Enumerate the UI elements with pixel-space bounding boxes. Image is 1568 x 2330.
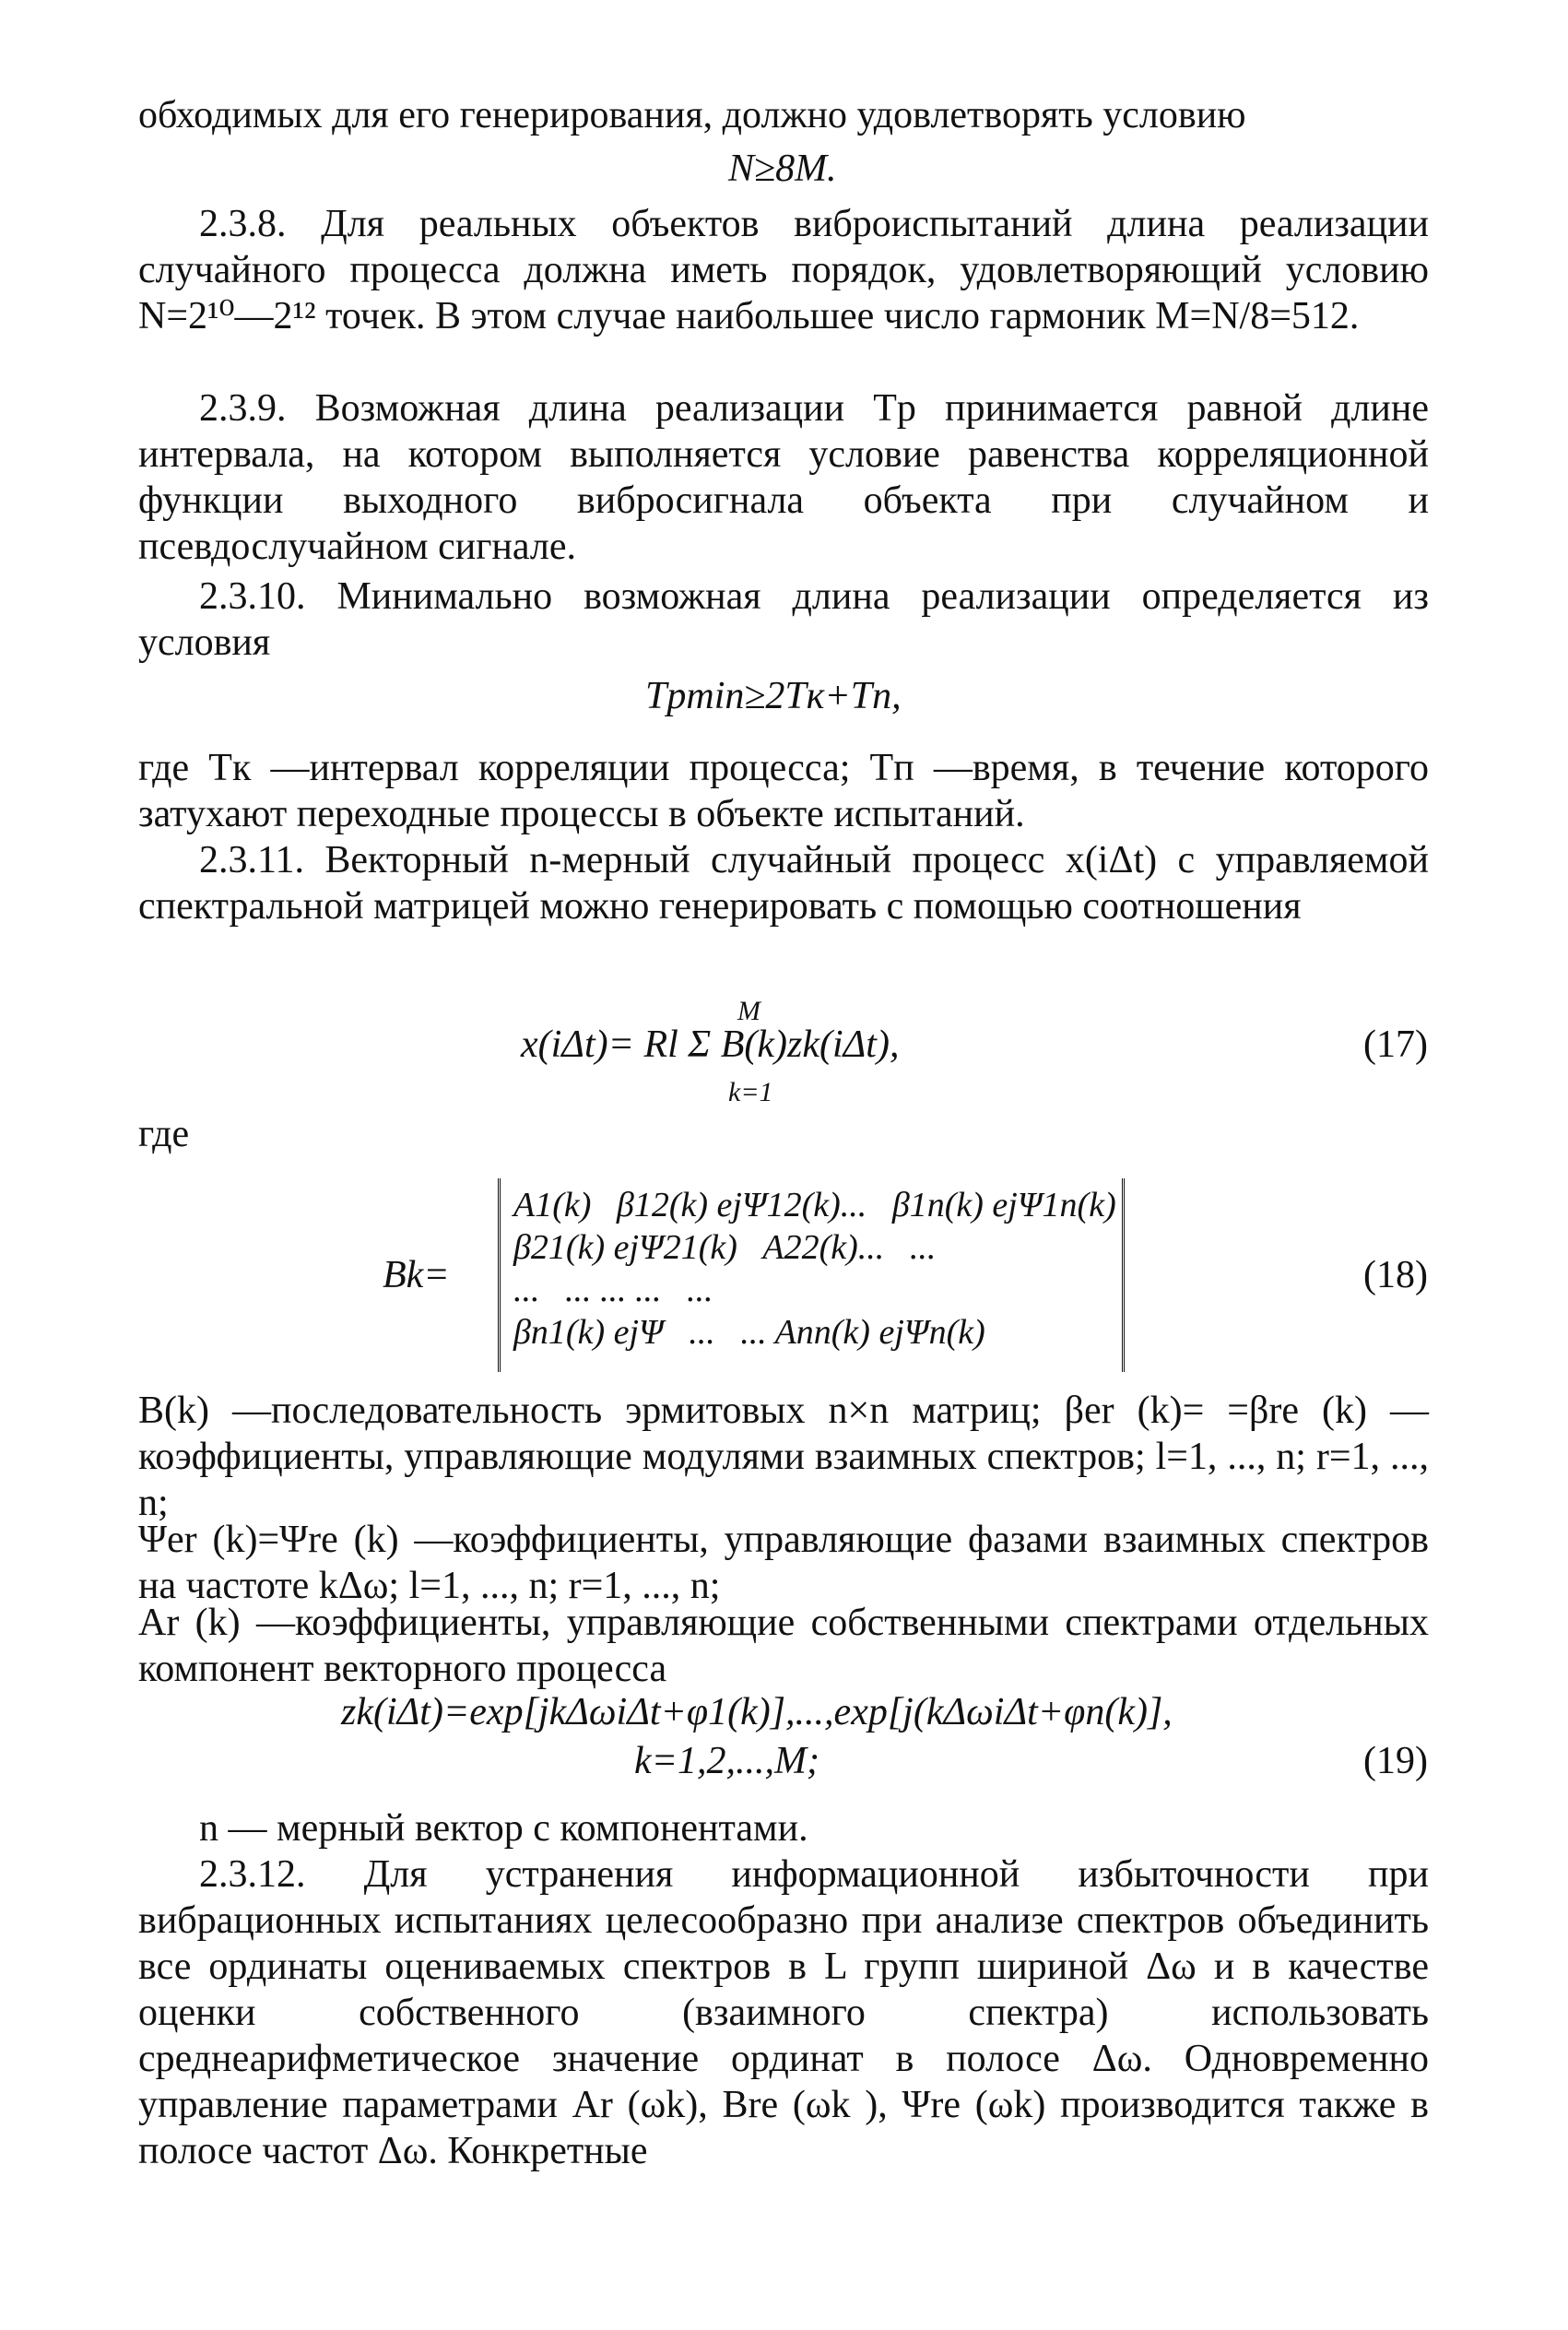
equation-number-17: (17)	[1363, 1023, 1428, 1066]
matrix-row	[513, 1269, 1109, 1311]
paragraph-2-3-10	[138, 574, 1429, 666]
paragraph-text: n — мерный вектор с компонентами.	[199, 1807, 808, 1850]
paragraph-text: 2.3.10. Минимально возможная длина реализации определяется из условия	[138, 575, 1429, 664]
formula-n-condition: N≥8M.	[728, 148, 837, 190]
paragraph-2-3-9	[138, 385, 1429, 570]
equation-number-19: (19)	[1363, 1740, 1428, 1782]
matrix-row	[513, 1184, 1116, 1226]
paragraph-psi-definition	[138, 1517, 1429, 1609]
formula-17: x(iΔt)= Rl Σ B(k)zk(iΔt),	[521, 1023, 900, 1066]
matrix-cell: β12(k) ejΨ12(k)...	[616, 1186, 867, 1224]
matrix-cell: βn1(k) ejΨ	[513, 1313, 664, 1352]
paragraph-2-3-11	[138, 837, 1429, 929]
formula-19-line2: k=1,2,...,M;	[634, 1740, 819, 1782]
matrix-cell: A1(k)	[513, 1186, 592, 1224]
paragraph-n-vector	[138, 1805, 1429, 1851]
matrix-cell: β21(k) ejΨ21(k)	[513, 1228, 737, 1267]
matrix-cell: ... Ann(k) ejΨn(k)	[740, 1313, 985, 1352]
paragraph-text: B(k) —последовательность эрмитовых n×n матриц; βer (k)= =βre (k) — коэффициенты, управляющие модулями взаимных спектров; l=1, ..., n; r=1, ..., n;	[138, 1390, 1429, 1524]
sum-lower-limit: k=1	[728, 1077, 773, 1107]
matrix-cell: ...	[513, 1271, 540, 1309]
paragraph-text: 2.3.9. Возможная длина реализации Tр принимается равной длине интервала, на котором выполняется условие равенства корреляционной функции выходного вибросигнала объекта при случайном и псевдослучайном сигнале.	[138, 387, 1429, 568]
paragraph-text: 2.3.12. Для устранения информационной избыточности при вибрационных испытаниях целесообразно при анализе спектров объединить все ординаты оцениваемых спектров в L групп шириной Δω и в качестве оценки собственного (взаимного спектра) использовать среднеарифметическое значение ординат в полосе Δω. Одновременно управление параметрами Ar (ωk), Bre (ωk ), Ψre (ωk) производится также в полосе частот Δω. Конкретные	[138, 1853, 1429, 2172]
paragraph-ar-definition	[138, 1600, 1429, 1692]
matrix-cell: A22(k)...	[762, 1228, 885, 1267]
paragraph-text: Ψer (k)=Ψre (k) —коэффициенты, управляющие фазами взаимных спектров на частоте kΔω; l=1, ..., n; r=1, ..., n;	[138, 1519, 1429, 1607]
formula-t-min: Tрmin≥2Tк+Tп,	[645, 675, 902, 717]
paragraph-intro	[138, 92, 1429, 138]
matrix-row	[513, 1311, 1109, 1354]
matrix-cell: β1n(k) ejΨ1n(k)	[891, 1186, 1116, 1224]
matrix-row	[513, 1226, 1109, 1269]
matrix-cell: ...	[689, 1313, 715, 1352]
paragraph-text: обходимых для его генерирования, должно удовлетворять условию	[138, 94, 1246, 136]
sum-upper-limit: M	[737, 996, 760, 1026]
paragraph-2-3-12	[138, 1851, 1429, 2174]
paragraph-2-3-8	[138, 201, 1429, 339]
matrix-bk	[498, 1178, 1125, 1372]
matrix-label: Bk=	[383, 1254, 450, 1296]
matrix-cell: ... ... ...	[565, 1271, 662, 1309]
formula-19-line1: zk(iΔt)=exp[jkΔωiΔt+φ1(k)],...,exp[j(kΔωiΔt+φn(k)],	[341, 1691, 1173, 1733]
paragraph-where-tk	[138, 745, 1429, 837]
paragraph-text: 2.3.11. Векторный n-мерный случайный процесс x(iΔt) с управляемой спектральной матрицей можно генерировать с помощью соотношения	[138, 839, 1429, 928]
matrix-cell: ...	[687, 1271, 713, 1309]
paragraph-text: 2.3.8. Для реальных объектов виброиспытаний длина реализации случайного процесса должна иметь порядок, удовлетворяющий условию N=2¹⁰—2¹² точек. В этом случае наибольшее число гармоник M=N/8=512.	[138, 203, 1429, 337]
where-label: где	[138, 1113, 190, 1155]
matrix-cell: ...	[909, 1228, 937, 1267]
paragraph-text: Ar (k) —коэффициенты, управляющие собственными спектрами отдельных компонент векторного процесса	[138, 1602, 1429, 1690]
paragraph-bk-definition	[138, 1388, 1429, 1526]
equation-number-18: (18)	[1363, 1254, 1428, 1296]
paragraph-text: где Tк —интервал корреляции процесса; Tп —время, в течение которого затухают переходные процессы в объекте испытаний.	[138, 747, 1429, 835]
